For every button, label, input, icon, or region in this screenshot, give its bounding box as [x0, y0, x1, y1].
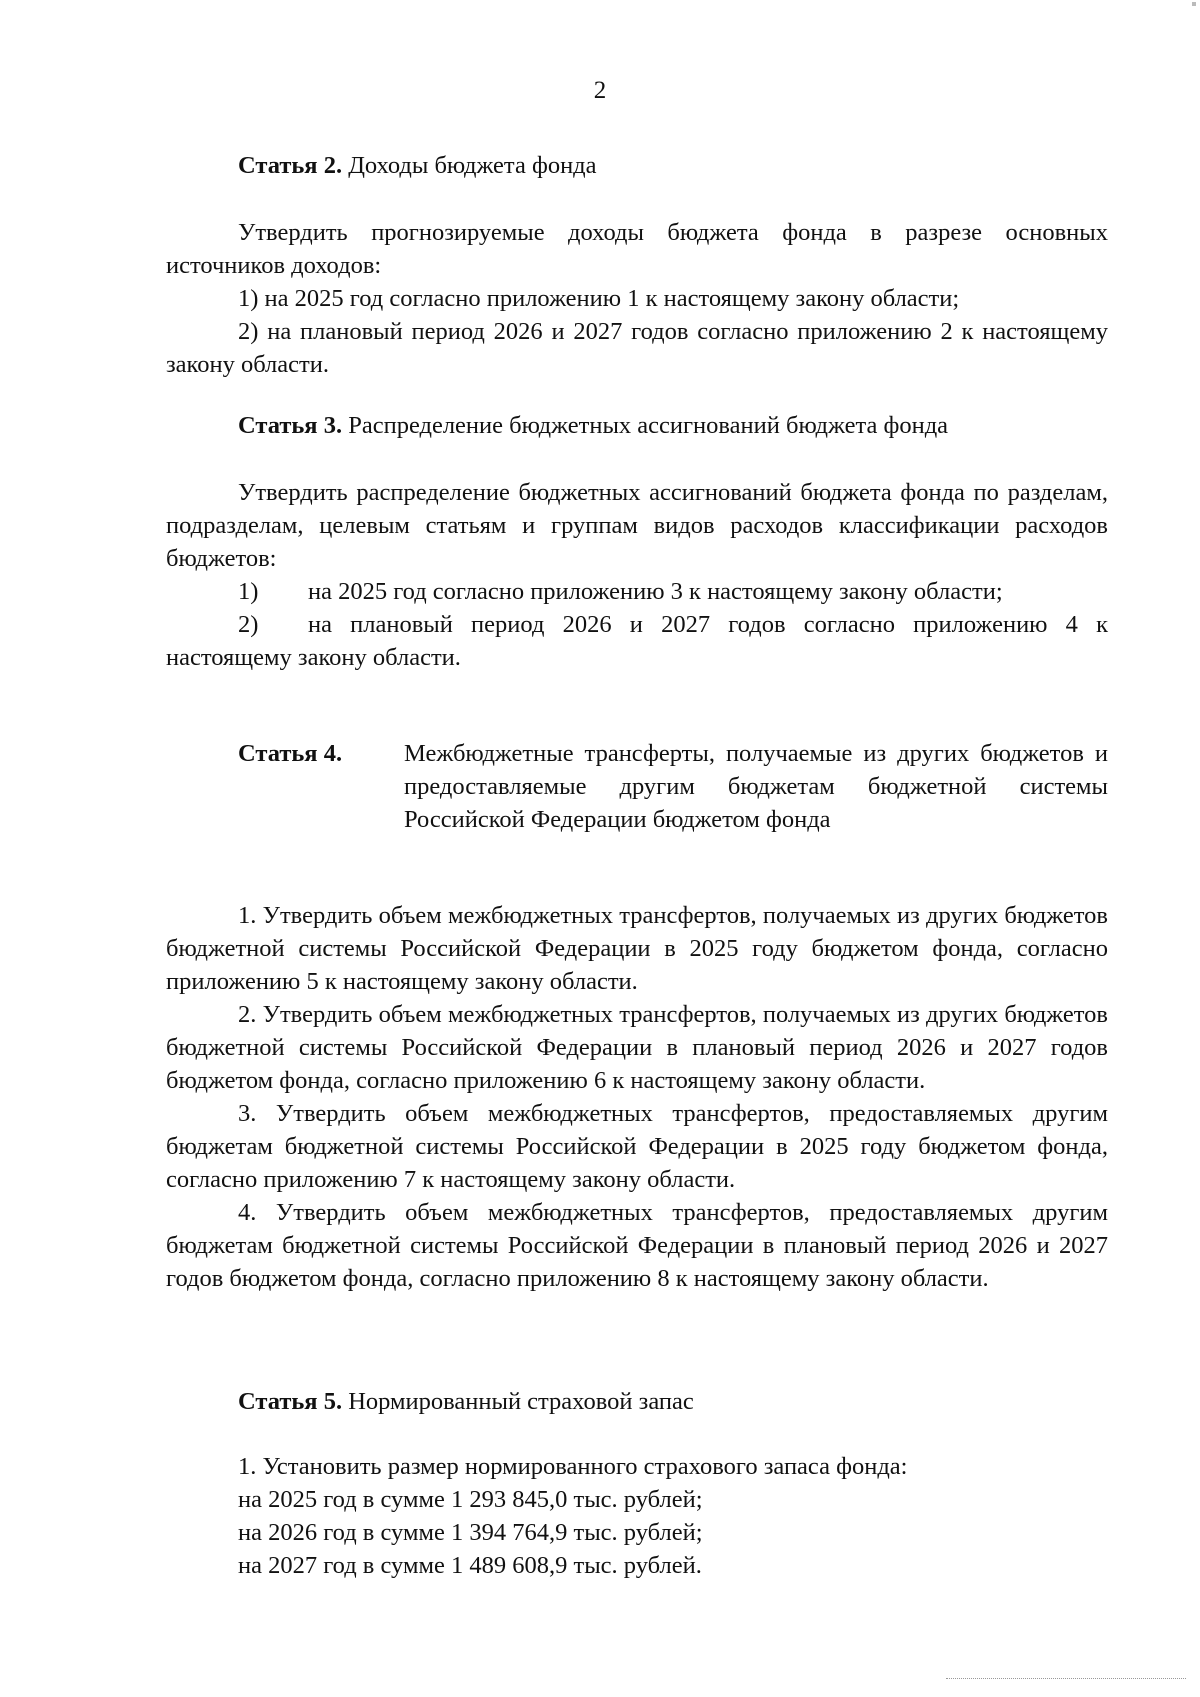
- article-5-line-3: на 2026 год в сумме 1 394 764,9 тыс. рублей;: [238, 1519, 703, 1546]
- article-4-paragraph-2: 2. Утвердить объем межбюджетных трансфертов, получаемых из других бюджетов бюджетной системы Российской Федерации в плановый период 2026 и 2027 годов бюджетом фонда, согласно приложению 6 к настоящему закону области.: [166, 1001, 1108, 1094]
- article-2-heading: [238, 149, 1108, 182]
- article-4-label: Статья 4.: [238, 740, 343, 767]
- article-5-line-4: на 2027 год в сумме 1 489 608,9 тыс. рублей.: [238, 1552, 702, 1579]
- article-3-title: Распределение бюджетных ассигнований бюджета фонда: [348, 412, 949, 439]
- article-4-heading: [238, 737, 1108, 836]
- article-3-body: [166, 476, 1108, 674]
- article-3-item-1-text: на 2025 год согласно приложению 3 к настоящему закону области;: [308, 578, 1003, 605]
- article-5-label: Статья 5.: [238, 1388, 343, 1415]
- article-3-item-2: [166, 608, 1108, 674]
- article-3-intro: Утвердить распределение бюджетных ассигнований бюджета фонда по разделам, подразделам, целевым статьям и группам видов расходов классификации расходов бюджетов:: [166, 479, 1108, 572]
- article-4-paragraph-3: 3. Утвердить объем межбюджетных трансфертов, предоставляемых другим бюджетам бюджетной системы Российской Федерации в 2025 году бюджетом фонда, согласно приложению 7 к настоящему закону области.: [166, 1100, 1108, 1193]
- scan-edge-mark: [1192, 2, 1196, 6]
- article-3-label: Статья 3.: [238, 412, 343, 439]
- article-4-body: [166, 899, 1108, 1295]
- article-2-body: [166, 216, 1108, 381]
- article-3-item-1-number: 1): [238, 578, 259, 605]
- article-4-title: Межбюджетные трансферты, получаемые из других бюджетов и предоставляемые другим бюджетам бюджетной системы Российской Федерации бюджетом фонда: [404, 740, 1108, 833]
- article-5-body: [238, 1450, 1108, 1582]
- article-5-line-1: 1. Установить размер нормированного страхового запаса фонда:: [238, 1453, 908, 1480]
- article-2-item-2: 2) на плановый период 2026 и 2027 годов согласно приложению 2 к настоящему закону области.: [166, 318, 1108, 378]
- article-3-item-2-text: на плановый период 2026 и 2027 годов согласно приложению 4 к настоящему закону области.: [166, 611, 1108, 671]
- article-2-item-1: 1) на 2025 год согласно приложению 1 к настоящему закону области;: [238, 285, 960, 312]
- article-5-line-2: на 2025 год в сумме 1 293 845,0 тыс. рублей;: [238, 1486, 703, 1513]
- article-2-intro: Утвердить прогнозируемые доходы бюджета фонда в разрезе основных источников доходов:: [166, 219, 1108, 279]
- article-2-label: Статья 2.: [238, 152, 343, 179]
- scan-bottom-marks: [946, 1678, 1186, 1683]
- page-number: 2: [593, 77, 607, 104]
- article-4-paragraph-4: 4. Утвердить объем межбюджетных трансфертов, предоставляемых другим бюджетам бюджетной системы Российской Федерации в плановый период 2026 и 2027 годов бюджетом фонда, согласно приложению 8 к настоящему закону области.: [166, 1199, 1108, 1292]
- article-3-item-1: [166, 575, 1108, 608]
- article-3-item-2-number: 2): [238, 611, 259, 638]
- article-4-paragraph-1: 1. Утвердить объем межбюджетных трансфертов, получаемых из других бюджетов бюджетной системы Российской Федерации в 2025 году бюджетом фонда, согласно приложению 5 к настоящему закону области.: [166, 902, 1108, 995]
- article-2-title: Доходы бюджета фонда: [348, 152, 597, 179]
- article-5-heading: [238, 1385, 1108, 1418]
- article-5-title: Нормированный страховой запас: [348, 1388, 694, 1415]
- article-3-heading: [238, 409, 1108, 442]
